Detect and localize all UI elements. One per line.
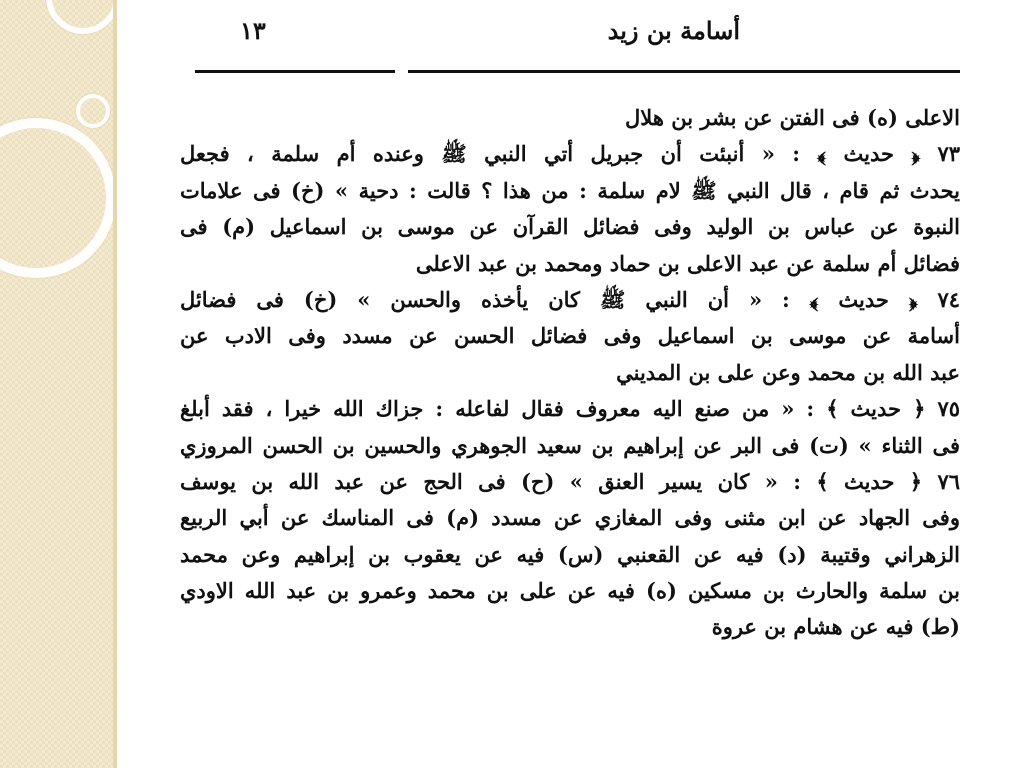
decorative-ring-top xyxy=(46,0,113,34)
side-panel-edge xyxy=(113,0,117,768)
text-line: ٧٤ ﴿ حديث ﴾ : « أن النبي ﷺ كان يأخذه والحسن » (خ) فى فضائل xyxy=(180,286,960,312)
text-line: الزهراني وقتيبة (د) فيه عن القعنبي (س) فيه عن يعقوب بن إبراهيم وعن محمد xyxy=(180,541,960,567)
text-line: النبوة عن عباس بن الوليد وفى فضائل القرآن عن موسى بن اسماعيل (م) فى xyxy=(180,214,960,240)
text-line: يحدث ثم قام ، قال النبي ﷺ لام سلمة : من هذا ؟ قالت : دحية » (خ) فى علامات xyxy=(180,177,960,203)
text-line: ٧٣ ﴿ حديث ﴾ : « أنبئت أن جبريل أتي النبي ﷺ وعنده أم سلمة ، فجعل xyxy=(180,141,960,167)
text-line: عبد الله بن محمد وعن على بن المديني xyxy=(616,359,960,385)
text-line: وفى الجهاد عن ابن مثنى وفى المغازي عن مسدد (م) فى المناسك عن أبي الربيع xyxy=(180,505,960,531)
header-rule-right xyxy=(408,70,960,73)
page-number: ١٣ xyxy=(240,16,266,45)
text-line: ٧٥ ﴿ حديث ﴾ : « من صنع اليه معروف فقال لفاعله : جزاك الله خيرا ، فقد أبلغ xyxy=(180,396,960,422)
text-line: فى الثناء » (ت) فى البر عن إبراهيم بن سعيد الجوهري والحسين بن الحسن المروزي xyxy=(180,432,960,458)
decorative-ring-large xyxy=(0,118,113,278)
text-line: أسامة عن موسى بن اسماعيل وفى فضائل الحسن عن مسدد وفى الادب عن xyxy=(180,323,960,349)
header-rule-left xyxy=(195,70,395,73)
decorative-side-panel xyxy=(0,0,113,768)
text-line: ٧٦ ﴿ حديث ﴾ : « كان يسير العنق » (ح) فى الحج عن عبد الله بن يوسف xyxy=(180,468,960,494)
page-header xyxy=(180,16,990,56)
text-line: فضائل أم سلمة عن عبد الاعلى بن حماد ومحمد بن عبد الاعلى xyxy=(415,250,960,276)
text-line: (ط) فيه عن هشام بن عروة xyxy=(711,614,960,640)
body-text xyxy=(180,100,960,646)
text-line: الاعلى (ه) فى الفتن عن بشر بن هلال xyxy=(625,105,960,130)
scanned-book-page xyxy=(180,0,990,768)
text-line: بن سلمة والحارث بن مسكين (ه) فيه عن على بن محمد وعمرو بن عبد الله الاودي xyxy=(180,578,960,604)
running-title: أسامة بن زيد xyxy=(607,16,740,45)
decorative-ring-small xyxy=(76,94,110,128)
